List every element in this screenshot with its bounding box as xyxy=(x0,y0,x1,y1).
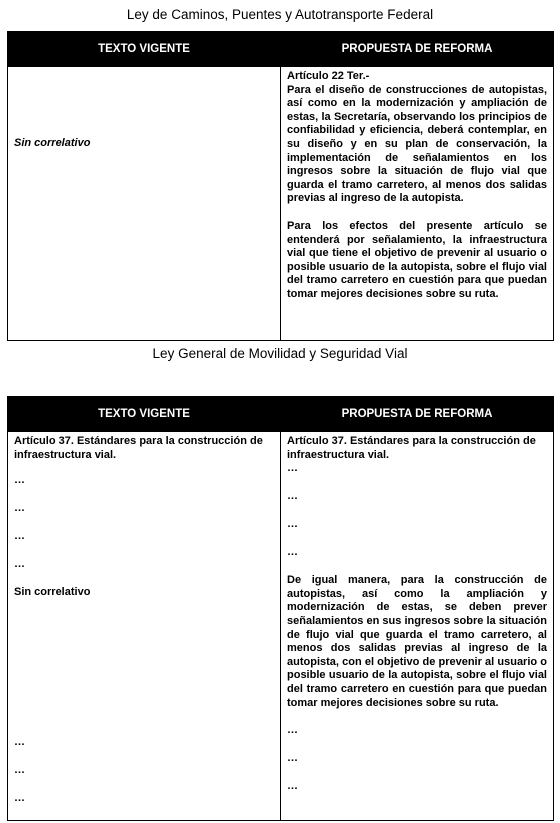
comparison-table-movilidad xyxy=(7,396,554,821)
ellipsis-line: … xyxy=(287,752,298,765)
header-texto-vigente: TEXTO VIGENTE xyxy=(8,32,281,67)
article-paragraph: De igual manera, para la construcción de autopistas, así como la ampliación y modernización de estas, se deben prever señalamientos en sus ingresos sobre la situación de flujo vial que guarda el tramo carretero, al menos dos salidas previas al ingreso de la autopista, con el objetivo de prevenir al usuario o posible usuario de la autopista, sobre el flujo vial del tramo carretero en cuestión para que puedan tomar mejores decisiones sobre su ruta. xyxy=(287,574,547,709)
ellipsis-line: … xyxy=(14,791,25,804)
ellipsis-line: … xyxy=(287,490,298,503)
header-texto-vigente: TEXTO VIGENTE xyxy=(8,397,281,432)
texto-vigente-cell xyxy=(8,67,281,341)
ellipsis-line: … xyxy=(287,724,298,737)
ellipsis-line: … xyxy=(14,558,25,571)
ellipsis-line: … xyxy=(14,530,25,543)
header-propuesta-reforma: PROPUESTA DE REFORMA xyxy=(281,32,554,67)
article-paragraph: Para el diseño de construcciones de autopistas, así como en la modernización y ampliación de estas, la Secretaría, observando los principios de confiabilidad y eficiencia, deberá contemplar, en su diseño y en su plan de conservación, la implementación de señalamientos en los ingresos sobre la situación de flujo vial que guarda el tramo carretero, al menos dos salidas previas al ingreso de la autopista. xyxy=(287,83,547,205)
comparison-table-caminos xyxy=(7,31,554,341)
ellipsis-line: … xyxy=(287,780,298,793)
ellipsis-line: … xyxy=(287,546,298,559)
article-heading: Artículo 37. Estándares para la construcción de infraestructura vial. xyxy=(14,435,263,461)
ellipsis-line: … xyxy=(14,735,25,748)
ellipsis-line: … xyxy=(14,474,25,487)
ellipsis-line: … xyxy=(14,502,25,515)
article-heading: Artículo 37. Estándares para la construcción de infraestructura vial. xyxy=(287,435,536,461)
ellipsis-line: … xyxy=(287,518,298,531)
article-heading: Artículo 22 Ter.- xyxy=(287,70,370,82)
header-propuesta-reforma: PROPUESTA DE REFORMA xyxy=(281,397,554,432)
section-title-caminos: Ley de Caminos, Puentes y Autotransporte Federal xyxy=(126,7,434,22)
sin-correlativo-label: Sin correlativo xyxy=(14,586,91,599)
ellipsis-line: … xyxy=(287,462,298,475)
article-paragraph: Para los efectos del presente artículo se entenderá por señalamiento, la infraestructura vial que tiene el objetivo de prevenir al usuario o posible usuario de la autopista, sobre el flujo vial del tramo carretero en cuestión para que puedan tomar mejores decisiones sobre su ruta. xyxy=(287,219,547,300)
sin-correlativo-label: Sin correlativo xyxy=(14,137,91,149)
texto-vigente-cell xyxy=(8,432,281,821)
propuesta-reforma-cell xyxy=(281,67,554,341)
propuesta-reforma-cell xyxy=(281,432,554,821)
ellipsis-line: … xyxy=(14,763,25,776)
section-title-movilidad: Ley General de Movilidad y Seguridad Vial xyxy=(152,346,408,361)
